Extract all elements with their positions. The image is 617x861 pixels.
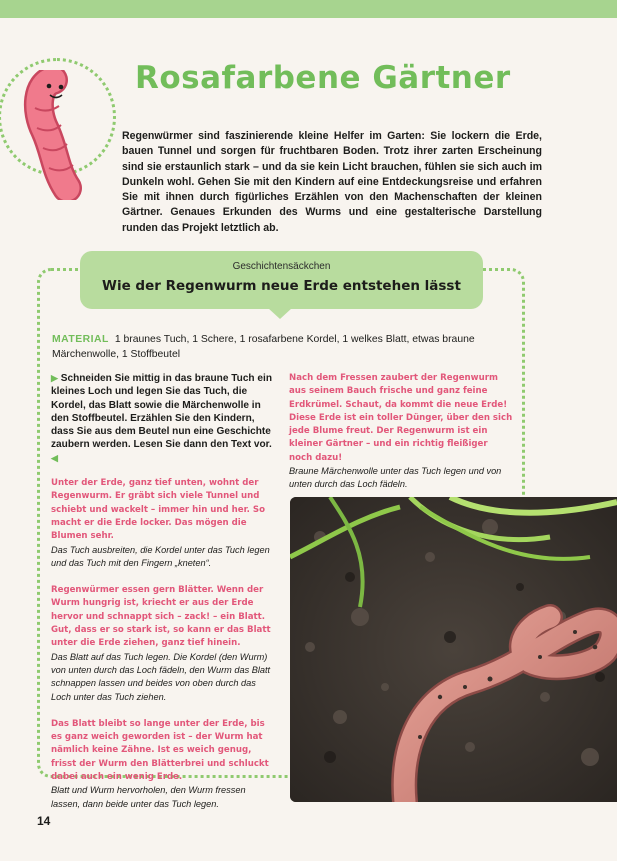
- instruction-text-1: Das Tuch ausbreiten, die Kordel unter das Tuch legen und das Tuch mit den Fingern „kneten“.: [51, 544, 270, 568]
- page-title: Rosafarbene Gärtner: [135, 60, 511, 96]
- right-column: [289, 372, 513, 506]
- story-text-4: Nach dem Fressen zaubert der Regenwurm aus seinem Bauch frische und ganz feine Erdkrümel. Schaut, da kommt die neue Erde! Diese Erde ist ein toller Dünger, über den sich jede Blume freut. Der Regenwurm ist ein kleiner Gärtner – und ein richtig fleißiger noch dazu!: [289, 373, 513, 463]
- story-text-2: Regenwürmer essen gern Blätter. Wenn der Wurm hungrig ist, kriecht er aus der Erde hervor und schnappt sich – zack! – ein Blatt. Gut, dass er so stark ist, so kann er das Blatt unter die Erde ziehen, ganz tief hinein.: [51, 585, 271, 649]
- top-color-bar: [0, 0, 617, 18]
- material-text: 1 braunes Tuch, 1 Schere, 1 rosafarbene Kordel, 1 welkes Blatt, etwas braune Märchenwolle, 1 Stoffbeutel: [52, 334, 475, 360]
- instruction-intro: [51, 372, 274, 465]
- speech-bubble-header: [80, 251, 483, 309]
- worm-icon: [15, 70, 105, 200]
- instruction-intro-text: Schneiden Sie mittig in das braune Tuch ein kleines Loch und legen Sie das Tuch, die Kordel, das Blatt sowie die Märchenwolle in den Stoffbeutel. Erzählen Sie den Kindern, dass Sie aus dem Beutel nun eine Geschichte zaubern werden. Lesen Sie dann den Text vor.: [51, 373, 272, 451]
- bubble-subtitle: Geschichtensäckchen: [232, 261, 331, 272]
- triangle-left-icon: ◀: [51, 452, 58, 463]
- story-text-3: Das Blatt bleibt so lange unter der Erde, bis es ganz weich geworden ist – der Wurm hat nämlich keine Zähne. Ist es weich genug, frisst der Wurm den Blätterbrei und schluckt dabei auch ein wenig Erde.: [51, 718, 269, 783]
- left-column: [51, 372, 274, 825]
- instruction-text-2: Das Blatt auf das Tuch legen. Die Kordel (den Wurm) von unten durch das Loch fädeln, den Wurm das Blatt schnappen lassen und beides von oben durch das Loch unter das Tuch ziehen.: [51, 651, 271, 702]
- intro-paragraph: Regenwürmer sind faszinierende kleine Helfer im Garten: Sie lockern die Erde, bauen Tunnel und sorgen für fruchtbaren Boden. Trotz ihrer zarten Erscheinung sind sie erstaunlich stark – und da sie kein Licht brauchen, fühlen sie sich auch im Dunkeln wohl. Gehen Sie mit den Kindern auf eine Entdeckungsreise und erfahren Sie mit ihnen durch figürliches Erzählen von den Machenschaften der kleinen Gärtner. Genaues Erkunden des Wurms und eine gestalterische Darstellung runden das Projekt letztlich ab.: [122, 130, 542, 234]
- earthworm-photo-illustration: [290, 497, 617, 802]
- material-list: [52, 333, 512, 362]
- page-number: 14: [37, 814, 51, 828]
- instruction-text-3: Blatt und Wurm hervorholen, den Wurm fressen lassen, dann beide unter das Tuch legen.: [51, 785, 246, 809]
- instruction-text-4: Braune Märchenwolle unter das Tuch legen und von unten durch das Loch fädeln.: [289, 466, 502, 490]
- bubble-title: Wie der Regenwurm neue Erde entstehen lässt: [102, 278, 461, 294]
- earthworm-photo: [290, 497, 617, 802]
- story-text-1: Unter der Erde, ganz tief unten, wohnt der Regenwurm. Er gräbt sich viele Tunnel und schiebt und wackelt – immer hin und her. So macht er die Erde locker. Das mögen die Blumen sehr.: [51, 478, 265, 542]
- triangle-right-icon: ▶: [51, 373, 58, 383]
- material-label: MATERIAL: [52, 334, 109, 345]
